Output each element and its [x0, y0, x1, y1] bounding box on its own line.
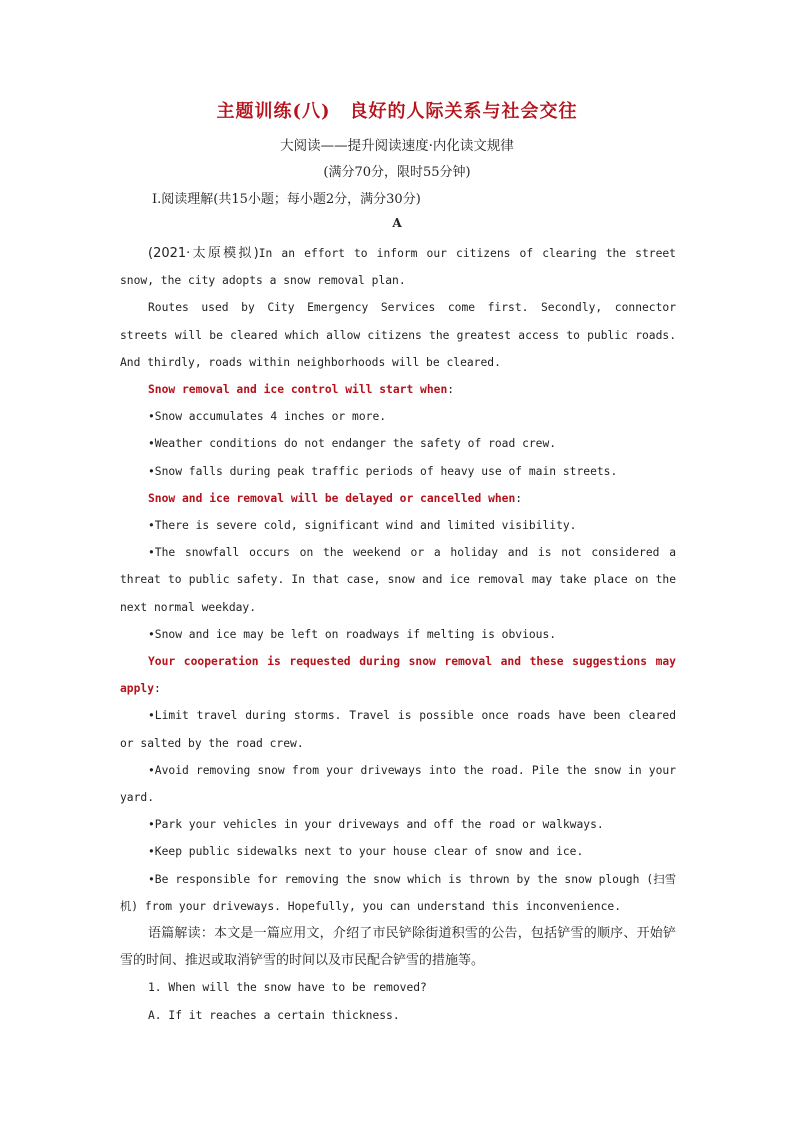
list-item: •Weather conditions do not endanger the safety of road crew. [148, 437, 557, 451]
intro-paragraph [120, 240, 676, 294]
analysis-paragraph: 语篇解读：本文是一篇应用文，介绍了市民铲除街道积雪的公告，包括铲雪的顺序、开始铲雪的时间、推迟或取消铲雪的时间以及市民配合铲雪的措施等。 [120, 926, 676, 969]
list-item: •Avoid removing snow from your driveways into the road. Pile the snow in your yard. [120, 763, 676, 805]
intro-text: In an effort to inform our citizens of clearing the street snow, the city adopts a snow removal plan. [120, 247, 676, 288]
routes-paragraph: Routes used by City Emergency Services come first. Secondly, connector streets will be cleared which allow citizens the greatest access to public roads. And thirdly, roads within neighborhoods will be cleared. [120, 301, 676, 369]
question-option-a: A. If it reaches a certain thickness. [148, 1008, 400, 1022]
passage-body [120, 240, 676, 1029]
page-subtitle: 大阅读——提升阅读速度·内化读文规律 [280, 138, 514, 154]
delay-heading: Snow and ice removal will be delayed or cancelled when: [148, 491, 523, 505]
list-item: •Park your vehicles in your driveways and off the road or walkways. [148, 818, 604, 832]
page-title: 主题训练(八) 良好的人际关系与社会交往 [216, 101, 578, 122]
score-info: (满分70分，限时55分钟) [323, 165, 471, 180]
list-item: •Keep public sidewalks next to your house clear of snow and ice. [148, 845, 584, 859]
list-item: •Snow falls during peak traffic periods of heavy use of main streets. [148, 464, 618, 478]
list-item: •Snow and ice may be left on roadways if melting is obvious. [148, 627, 557, 641]
list-item: •Limit travel during storms. Travel is possible once roads have been cleared or salted by the road crew. [120, 709, 676, 750]
cooperation-heading: Your cooperation is requested during snow removal and these suggestions may apply: [120, 655, 676, 696]
start-heading: Snow removal and ice control will start when: [148, 383, 455, 397]
question-stem: 1. When will the snow have to be removed? [148, 981, 427, 995]
list-item: •Snow accumulates 4 inches or more. [148, 410, 387, 424]
list-item: •Be responsible for removing the snow which is thrown by the snow plough (扫雪机) from your driveways. Hopefully, you can understand this inconvenience. [120, 872, 676, 913]
passage-letter: A [392, 216, 402, 230]
list-item: •There is severe cold, significant wind and limited visibility. [148, 519, 577, 533]
source-label: (2021·太原模拟) [148, 246, 259, 261]
section-heading: Ⅰ.阅读理解(共15小题；每小题2分，满分30分) [152, 192, 421, 207]
list-item: •The snowfall occurs on the weekend or a holiday and is not considered a threat to public safety. In that case, snow and ice removal may take place on the next normal weekday. [120, 546, 676, 614]
